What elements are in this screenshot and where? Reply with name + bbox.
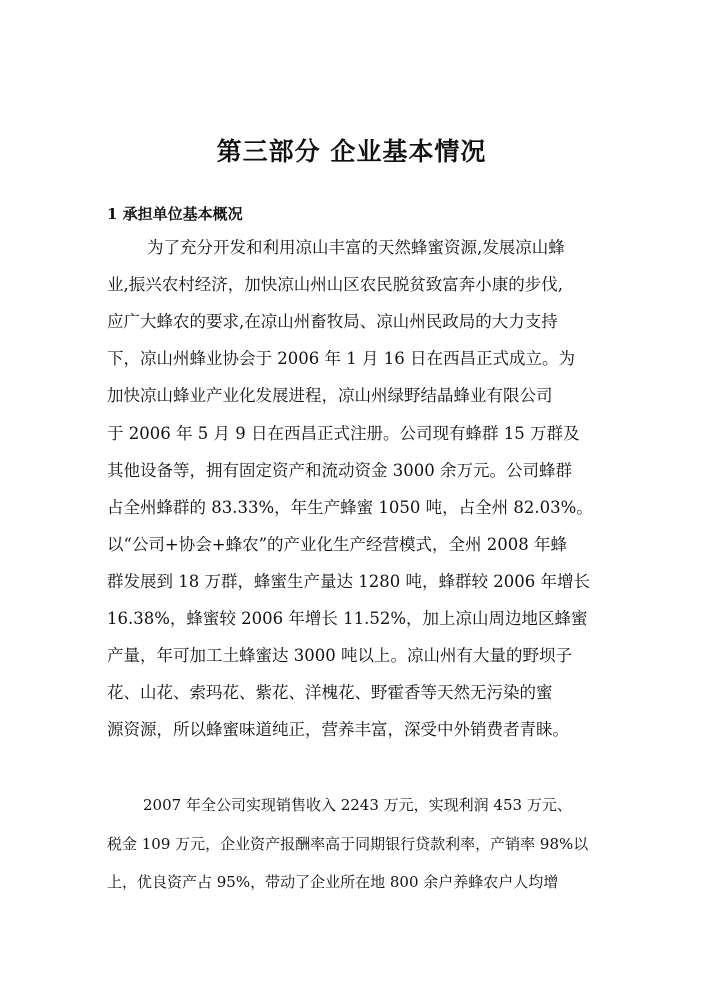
paragraph-line: 源资源，所以蜂蜜味道纯正，营养丰富，深受中外销费者青睐。 bbox=[107, 720, 569, 739]
paragraph-line: 于 2006 年 5 月 9 日在西昌正式注册。公司现有蜂群 15 万群及 bbox=[107, 424, 580, 443]
paragraph-line: 以“公司+协会+蜂农”的产业化生产经营模式，全州 2008 年蜂 bbox=[107, 535, 568, 554]
paragraph-line: 为了充分开发和利用凉山丰富的天然蜂蜜资源,发展凉山蜂 bbox=[147, 238, 565, 257]
page-title: 第三部分 企业基本情况 bbox=[216, 137, 487, 166]
paragraph-line: 下，凉山州蜂业协会于 2006 年 1 月 16 日在西昌正式成立。为 bbox=[107, 349, 575, 368]
paragraph-line: 产量，年可加工土蜂蜜达 3000 吨以上。凉山州有大量的野坝子 bbox=[107, 646, 572, 665]
paragraph-line: 税金 109 万元，企业资产报酬率高于同期银行贷款利率，产销率 98%以 bbox=[107, 835, 589, 853]
paragraph-line: 花、山花、索玛花、紫花、洋槐花、野霍香等天然无污染的蜜 bbox=[107, 683, 553, 702]
paragraph-line: 其他设备等，拥有固定资产和流动资金 3000 余万元。公司蜂群 bbox=[107, 461, 572, 480]
section-heading: 1 承担单位基本概况 bbox=[107, 205, 243, 223]
paragraph-line: 业,振兴农村经济，加快凉山州山区农民脱贫致富奔小康的步伐, bbox=[107, 275, 563, 294]
paragraph-line: 加快凉山蜂业产业化发展进程，凉山州绿野结晶蜂业有限公司 bbox=[107, 386, 553, 405]
paragraph-line: 群发展到 18 万群，蜂蜜生产量达 1280 吨，蜂群较 2006 年增长 bbox=[107, 572, 590, 591]
paragraph-line: 上，优良资产占 95%，带动了企业所在地 800 余户养蜂农户人均增 bbox=[107, 873, 559, 891]
paragraph-line: 应广大蜂农的要求,在凉山州畜牧局、凉山州民政局的大力支持 bbox=[107, 312, 558, 331]
paragraph-line: 16.38%，蜂蜜较 2006 年增长 11.52%，加上凉山周边地区蜂蜜 bbox=[107, 609, 588, 628]
paragraph-line: 占全州蜂群的 83.33%，年生产蜂蜜 1050 吨，占全州 82.03%。 bbox=[107, 498, 593, 517]
paragraph-line: 2007 年全公司实现销售收入 2243 万元，实现利润 453 万元、 bbox=[143, 796, 572, 814]
